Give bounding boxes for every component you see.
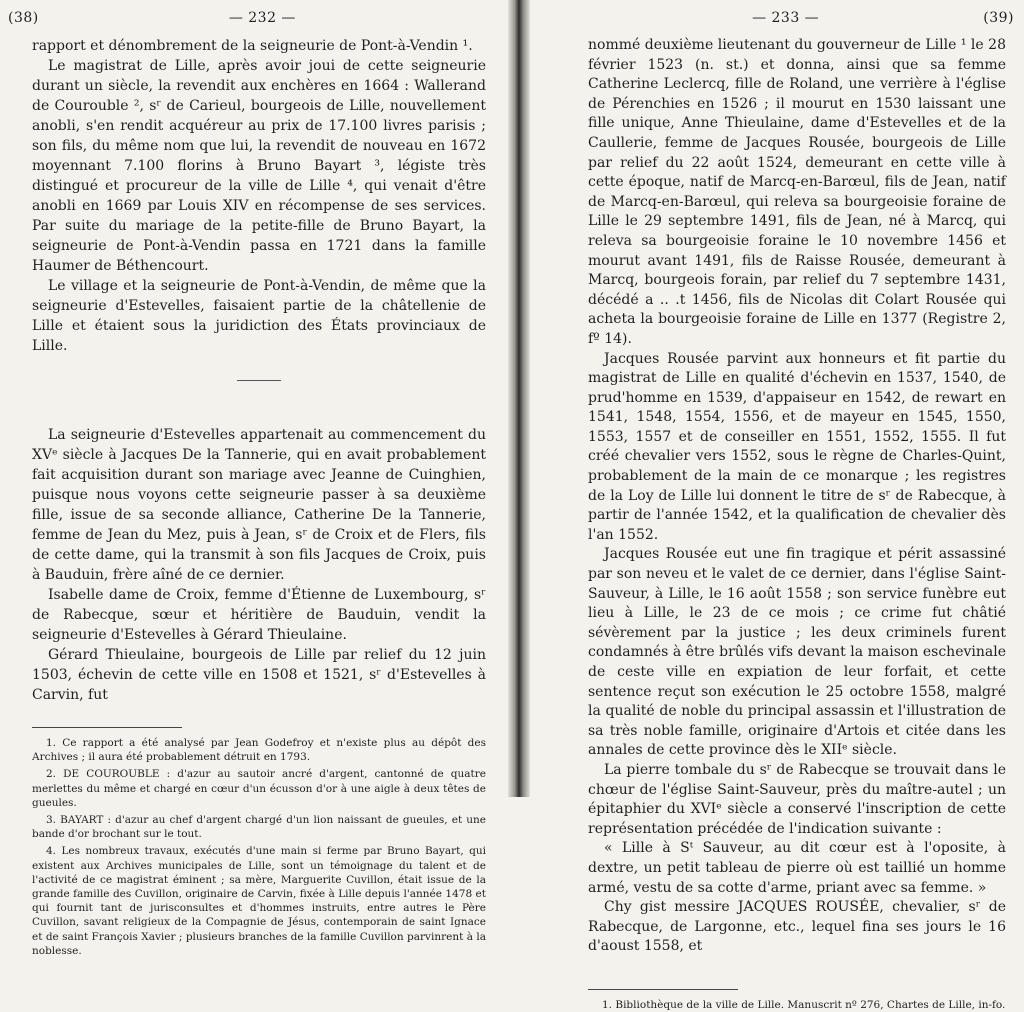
right-paragraph: Jacques Rousée eut une fin tragique et périt assassiné par son neveu et le valet de ce dernier, dans l'église Saint-Sauveur, à Lille, le 16 août 1558 ; son service funèbre eut lieu à Lille, le 23 de ce mois ; ce crime fut châtié sévèrement par la justice ; les deux criminels furent condamnés à être brûlés vifs devant la maison eschevinale de ceste ville en expiation de leur forfait, et cette sentence reçut son exécution le 25 octobre 1558, malgré la qualité de noble du principal assassin et l'illustration de sa très noble famille, originaire d'Artois et citée dans les annales de cette province dès le XIIᵉ siècle. [588, 546, 1006, 759]
left-paragraph: Le village et la seigneurie de Pont-à-Vendin, de même que la seigneurie d'Estevelles, faisaient partie de la châtellenie de Lille et étaient sous la juridiction des États provinciaux de Lille. [32, 278, 486, 354]
left-page-number: — 232 — [228, 10, 296, 26]
right-page [530, 0, 1024, 1011]
left-paragraph: La seigneurie d'Estevelles appartenait au commencement du XVᵉ siècle à Jacques De la Tannerie, qui en avait probablement fait acquisition durant son mariage avec Jeanne de Cuinghien, puisque nous voyons cette seigneurie passer à sa deuxième fille, issue de sa seconde alliance, Catherine De la Tannerie, femme de Jean du Mez, puis à Jean, sʳ de Croix et de Flers, fils de cette dame, qui la transmit à son fils Jacques de Croix, puis à Bauduin, frère aîné de ce dernier. [32, 427, 486, 583]
footnote-rule [32, 727, 182, 728]
book-spine [508, 0, 530, 797]
left-paragraph: Isabelle dame de Croix, femme d'Étienne de Luxembourg, sʳ de Rabecque, sœur et héritière de Bauduin, vendit la seigneurie d'Estevelles à Gérard Thieulaine. [32, 587, 486, 643]
right-page-number: — 233 — [752, 10, 820, 26]
left-paragraph: Le magistrat de Lille, après avoir joui de cette seigneurie durant un siècle, la revendit aux enchères en 1664 : Wallerand de Courouble ², sʳ de Carieul, bourgeois de Lille, nouvellement anobli, s'en rendit acquéreur au prix de 17.100 livres parisis ; son fils, du même nom que lui, la revendit de nouveau en 1672 moyennant 7.100 florins à Bruno Bayart ³, légiste très distingué et procureur de la ville de Lille ⁴, qui venait d'être anobli en 1669 par Louis XIV en récompense de ses services. Par suite du mariage de la petite-fille de Bruno Bayart, la seigneurie de Pont-à-Vendin passa en 1721 dans la famille Haumer de Béthencourt. [32, 58, 486, 274]
footnote: 4. Les nombreux travaux, exécutés d'une main si ferme par Bruno Bayart, qui existent aux Archives municipales de Lille, sont un témoignage du talent et de l'activité de ce magistrat éminent ; sa mère, Marguerite Cuvillon, était issue de la grande famille des Cuvillon, originaire de Carvin, fixée à Lille depuis l'année 1478 et qui fournit tant de jurisconsultes et d'hommes instruits, entre autres le Père Cuvillon, savant religieux de la Compagnie de Jésus, contemporain de saint Ignace et de saint François Xavier ; plusieurs branches de la famille Cuvillon parvinrent à la noblesse. [32, 845, 486, 957]
right-paragraph: Jacques Rousée parvint aux honneurs et fit partie du magistrat de Lille en qualité d'échevin en 1537, 1540, de prud'homme en 1539, d'appaiseur en 1542, de rewart en 1541, 1548, 1554, 1556, et de mayeur en 1545, 1550, 1553, 1557 et de conseiller en 1551, 1552, 1555. Il fut créé chevalier vers 1552, sous le règne de Charles-Quint, probablement de la main de ce monarque ; les registres de la Loy de Lille lui donnent le titre de sʳ de Rabecque, à partir de l'année 1542, et la qualification de chevalier dès l'an 1552. [588, 350, 1006, 543]
section-separator [237, 380, 281, 381]
left-paragraph: Gérard Thieulaine, bourgeois de Lille par relief du 12 juin 1503, échevin de cette ville en 1508 et 1521, sʳ d'Estevelles à Carvin, fut [32, 647, 486, 703]
left-paragraph: rapport et dénombrement de la seigneurie de Pont-à-Vendin ¹. [32, 38, 473, 54]
right-footnotes [588, 998, 1006, 1012]
left-page-label: (38) [8, 10, 39, 26]
footnote: 2. DE COUROUBLE : d'azur au sautoir ancré d'argent, cantonné de quatre merlettes du même et chargé en cœur d'un écusson d'or à une aigle à deux têtes de gueules. [32, 768, 486, 809]
right-paragraph: La pierre tombale du sʳ de Rabecque se trouvait dans le chœur de l'église Saint-Sauveur, près du maître-autel ; un épitaphier du XVIᵉ siècle a conservé l'inscription de cette représentation précédée de l'indication suivante : [588, 761, 1006, 837]
right-paragraph: nommé deuxième lieutenant du gouverneur de Lille ¹ le 28 février 1523 (n. st.) et donna, ainsi que sa femme Catherine Leclercq, fille de Roland, une verrière à l'église de Pérenchies en 1526 ; il mourut en 1530 laissant une fille unique, Anne Thieulaine, dame d'Estevelles et de la Caullerie, femme de Jacques Rousée, bourgeois de Lille par relief du 22 août 1524, demeurant en cette ville à cette époque, natif de Marcq-en-Barœul, fils de Jean, natif de Marcq-en-Barœul, qui releva sa bourgeoisie foraine de Lille le 29 septembre 1491, fils de Jean, né à Marcq, qui releva sa bourgeoisie foraine le 10 novembre 1456 et mourut avant 1491, fils de Raisse Rousée, demeurant à Marcq, bourgeois forain, par relief du 7 septembre 1431, décédé a .. .t 1456, fils de Nicolas dit Colart Rousée qui acheta la bourgeoisie foraine de Lille en 1377 (Registre 2, fº 14). [588, 37, 1006, 347]
left-page [0, 0, 508, 957]
footnote: 1. Bibliothèque de la ville de Lille. Manuscrit nº 276, Chartes de Lille, in-fo. [602, 998, 1006, 1011]
footnote: 3. BAYART : d'azur au chef d'argent chargé d'un lion naissant de gueules, et une bande d'or brochant sur le tout. [32, 814, 486, 841]
left-page-body [32, 36, 486, 705]
footnote-rule [588, 989, 738, 990]
right-page-body [588, 36, 1006, 957]
footnote: 1. Ce rapport a été analysé par Jean Godefroy et n'existe plus au dépôt des Archives ; il aura été probablement détruit en 1793. [32, 737, 486, 764]
left-footnotes [32, 736, 486, 958]
right-page-header [588, 10, 1014, 36]
left-page-header [8, 10, 486, 36]
right-paragraph: « Lille à Sᵗ Sauveur, au dit cœur est à l'oposite, à dextre, un petit tableau de pierre où est taillié un homme armé, vestu de sa cotte d'arme, priant avec sa femme. » [588, 840, 1006, 896]
right-page-label: (39) [983, 10, 1014, 26]
right-paragraph: Chy gist messire JACQUES ROUSÉE, chevalier, sʳ de Rabecque, de Largonne, etc., lequel fina ses jours le 16 d'aoust 1558, et [588, 899, 1006, 955]
